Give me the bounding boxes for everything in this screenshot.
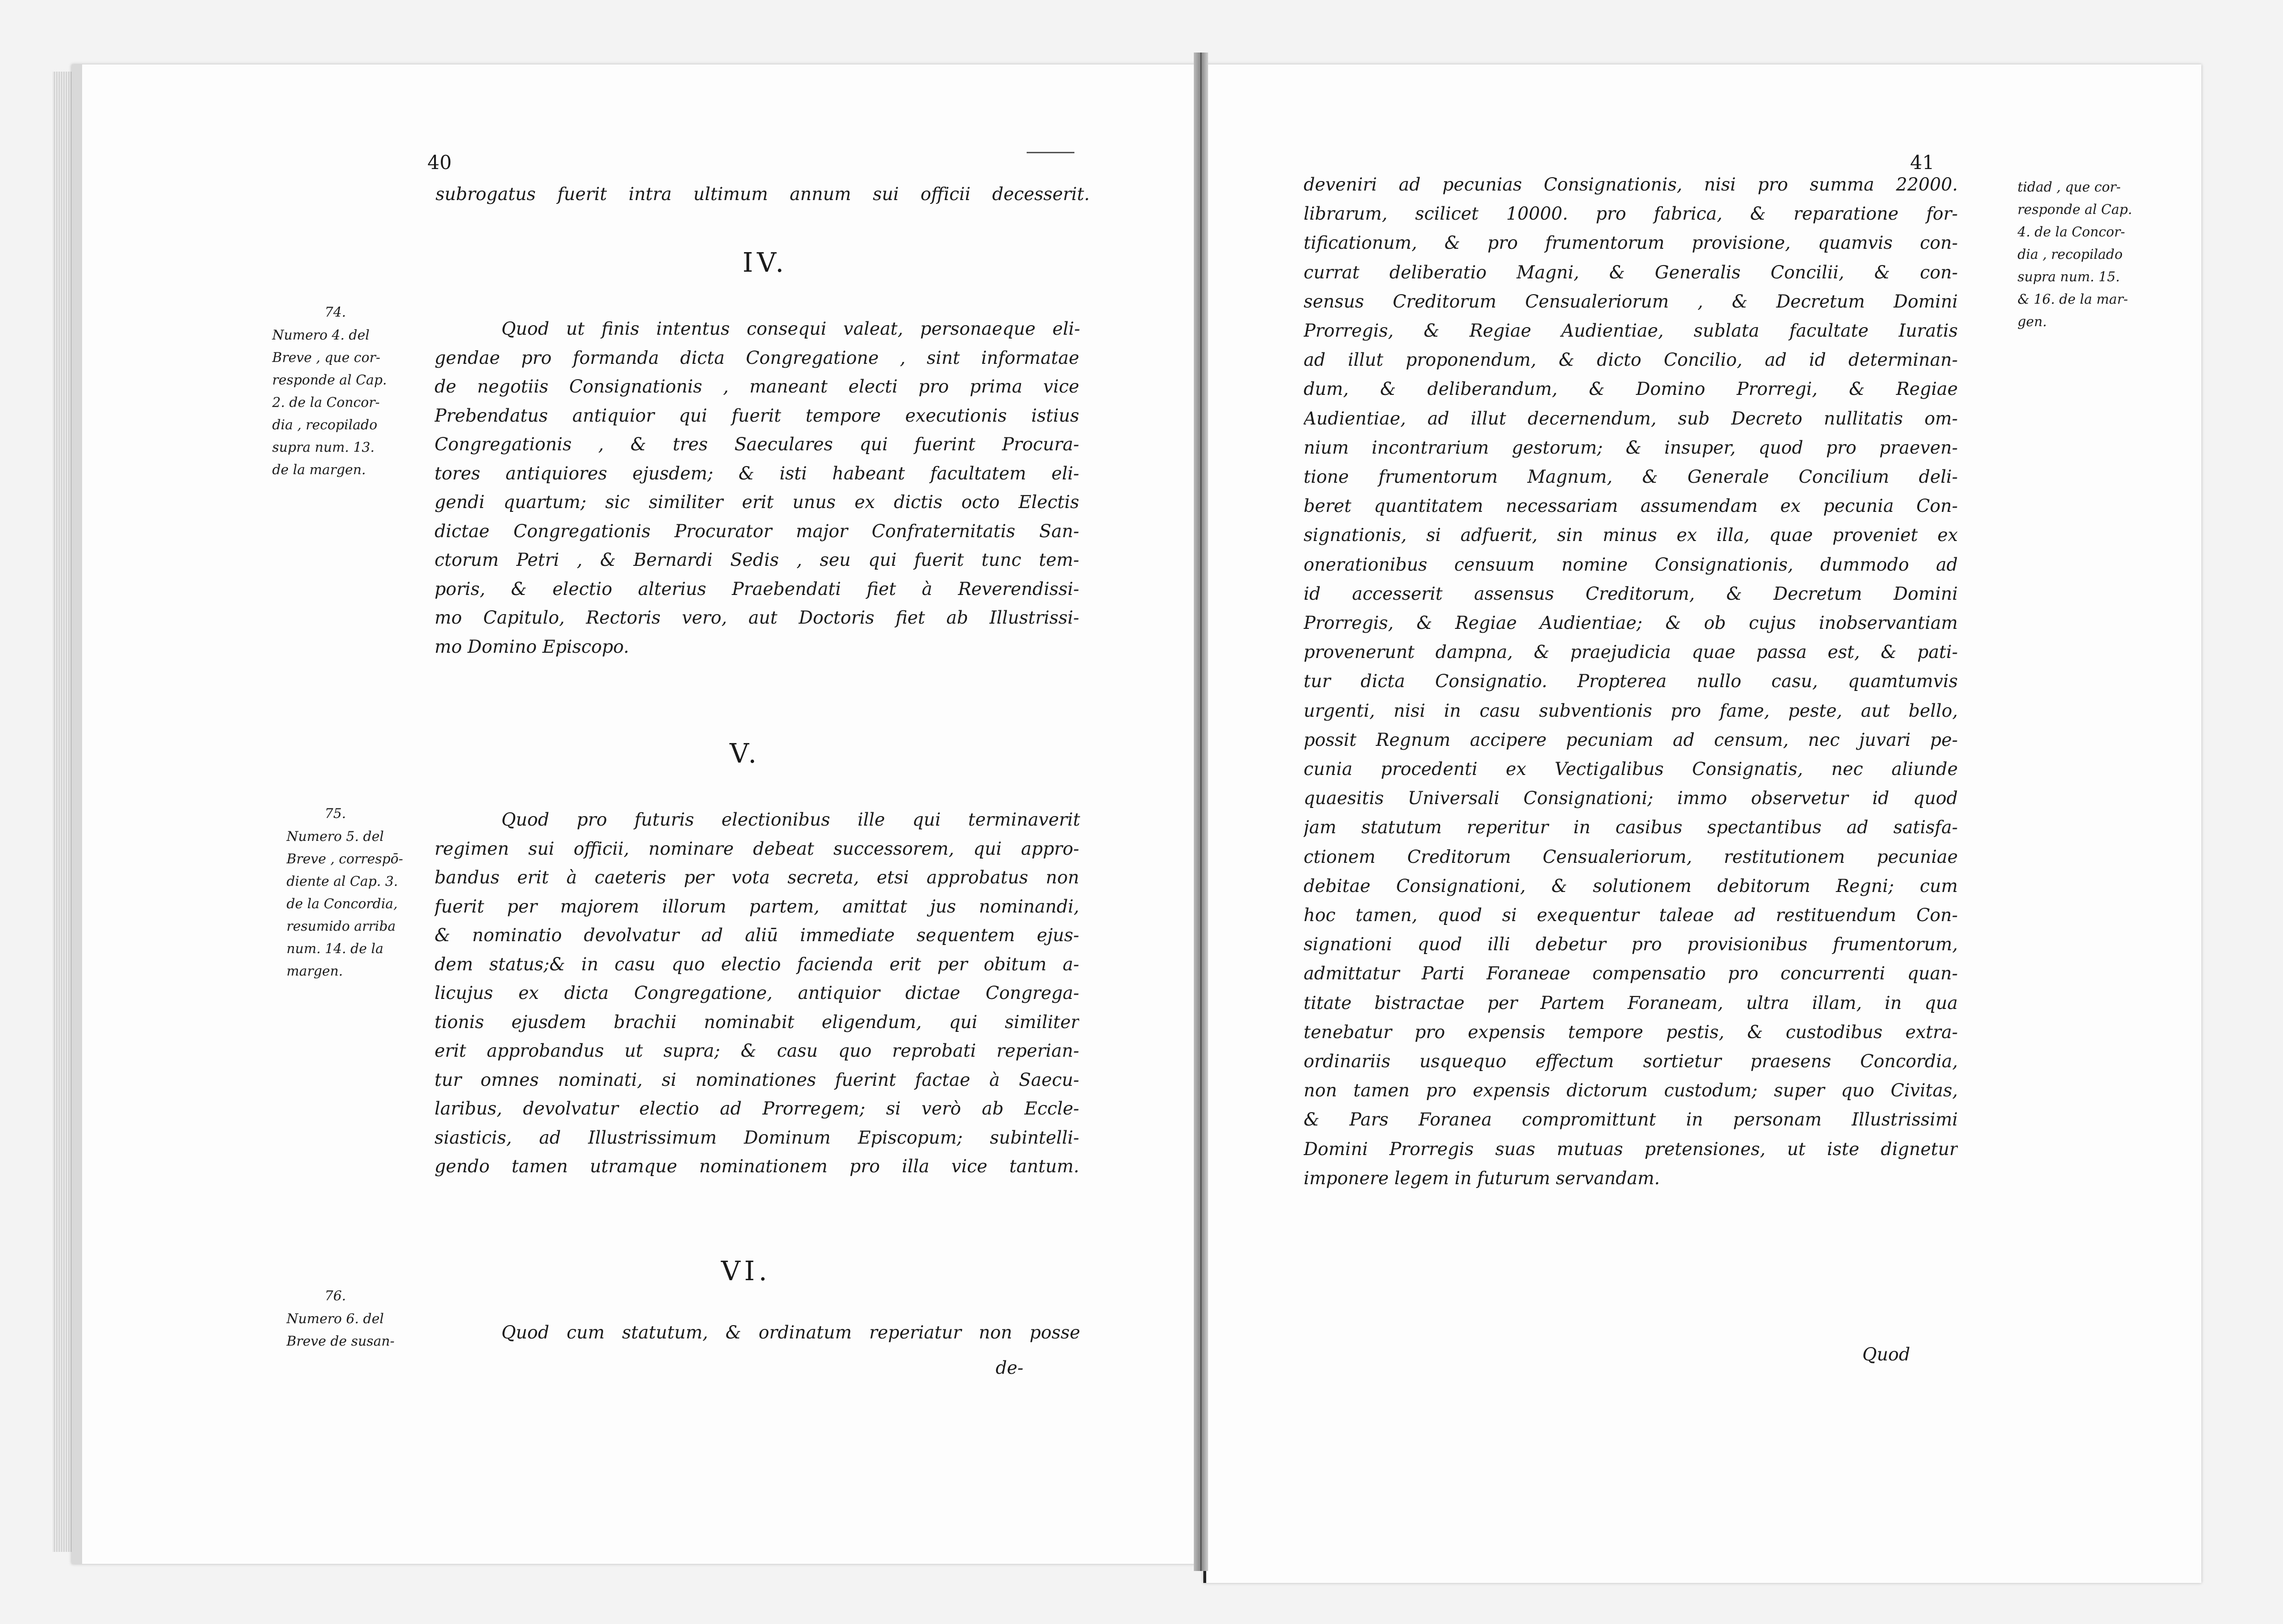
left-line-1: subrogatus fuerit intra ultimum annum sui officii decesserit. <box>435 185 1090 204</box>
left-line-28: de- <box>996 1358 1024 1378</box>
right-line-3: tificationum, & pro frumentorum provisione, quamvis con- <box>1304 234 1958 254</box>
right-line-1: deveniri ad pecunias Consignationis, nisi pro summa 22000. <box>1304 176 1958 195</box>
left-line-21: tionis ejusdem brachii nominabit eligendum, qui similiter <box>435 1013 1079 1032</box>
left-margin-note-10: Numero 5. del <box>287 828 384 844</box>
right-line-36: Quod <box>1862 1344 1911 1365</box>
left-line-17: fuerit per majorem illorum partem, amittat jus nominandi, <box>435 897 1079 917</box>
left-margin-note-4: responde al Cap. <box>272 372 387 388</box>
left-line-15: regimen sui officii, nominare debeat successorem, qui appro- <box>435 839 1079 859</box>
right-margin-note-6: & 16. de la mar- <box>2018 291 2128 307</box>
left-line-5: Prebendatus antiquior qui fuerit tempore executionis istius <box>435 406 1079 426</box>
right-line-32: non tamen pro expensis dictorum custodum; super quo Civitas, <box>1304 1082 1958 1101</box>
left-margin-note-3: Breve , que cor- <box>272 350 381 365</box>
section-heading-vi: VI. <box>721 1256 771 1287</box>
left-line-16: bandus erit à caeteris per vota secreta, etsi approbatus non <box>435 869 1079 888</box>
right-line-29: titate bistractae per Partem Foraneam, ultra illam, in qua <box>1304 994 1958 1013</box>
left-line-3: gendae pro formanda dicta Congregatione , sint informatae <box>435 349 1079 368</box>
left-line-4: de negotiis Consignationis , maneant electi pro prima vice <box>435 378 1079 397</box>
left-margin-note-7: supra num. 13. <box>272 439 375 455</box>
right-line-25: debitae Consignationi, & solutionem debitorum Regni; cum <box>1304 877 1958 896</box>
right-line-27: signationi quod illi debetur pro provisionibus frumentorum, <box>1304 935 1958 955</box>
left-margin-note-12: diente al Cap. 3. <box>287 873 398 889</box>
left-line-20: licujus ex dicta Congregatione, antiquior dictae Congrega- <box>435 984 1079 1003</box>
right-margin-note-4: dia , recopilado <box>2018 246 2123 262</box>
left-line-13: mo Domino Episcopo. <box>435 636 629 657</box>
left-line-26: gendo tamen utramque nominationem pro illa vice tantum. <box>435 1157 1079 1177</box>
left-margin-note-8: de la margen. <box>272 462 366 478</box>
left-line-7: tores antiquiores ejusdem; & isti habeant facultatem eli- <box>435 464 1079 484</box>
left-margin-note-19: Breve de susan- <box>287 1333 395 1349</box>
left-line-12: mo Capitulo, Rectoris vero, aut Doctoris fiet ab Illustrissi- <box>435 609 1079 628</box>
book-gutter <box>1194 53 1208 1571</box>
left-margin-note-13: de la Concordia, <box>287 896 398 912</box>
left-line-6: Congregationis , & tres Saeculares qui fuerint Procura- <box>435 435 1079 455</box>
right-margin-note-5: supra num. 15. <box>2018 269 2120 285</box>
top-rule-left <box>1027 152 1074 153</box>
left-line-24: laribus, devolvatur electio ad Prorregem; si verò ab Eccle- <box>435 1100 1079 1119</box>
left-margin-note-1: 74. <box>325 304 346 320</box>
right-line-26: hoc tamen, quod si exequentur taleae ad restituendum Con- <box>1304 906 1958 925</box>
left-line-19: dem status;& in casu quo electio facienda erit per obitum a- <box>435 955 1079 975</box>
right-line-18: tur dicta Consignatio. Propterea nullo casu, quamtumvis <box>1304 672 1958 692</box>
right-line-20: possit Regnum accipere pecuniam ad censum, nec juvari pe- <box>1304 731 1958 750</box>
right-line-12: beret quantitatem necessariam assumendam ex pecunia Con- <box>1304 497 1958 517</box>
left-line-9: dictae Congregationis Procurator major Confraternitatis San- <box>435 522 1079 541</box>
right-margin-note-7: gen. <box>2018 314 2047 329</box>
right-line-13: signationis, si adfuerit, sin minus ex illa, quae proveniet ex <box>1304 526 1958 546</box>
right-line-17: provenerunt dampna, & praejudicia quae passa est, & pati- <box>1304 643 1958 663</box>
right-line-7: ad illut proponendum, & dicto Concilio, ad id determinan- <box>1304 351 1958 371</box>
left-line-23: tur omnes nominati, si nominationes fuerint factae à Saecu- <box>435 1071 1079 1090</box>
right-line-15: id accesserit assensus Creditorum, & Decretum Domini <box>1304 584 1958 604</box>
left-line-14: Quod pro futuris electionibus ille qui terminaverit <box>501 811 1080 830</box>
right-line-24: ctionem Creditorum Censualeriorum, restitutionem pecuniae <box>1304 848 1958 867</box>
right-line-30: tenebatur pro expensis tempore pestis, & custodibus extra- <box>1304 1023 1958 1042</box>
right-line-6: Prorregis, & Regiae Audientiae, sublata facultate Iuratis <box>1304 322 1958 341</box>
right-line-28: admittatur Parti Foraneae compensatio pro concurrenti quan- <box>1304 965 1958 984</box>
left-line-25: siasticis, ad Illustrissimum Dominum Episcopum; subintelli- <box>435 1128 1079 1148</box>
left-line-22: erit approbandus ut supra; & casu quo reprobati reperian- <box>435 1042 1079 1061</box>
page-number-right: 41 <box>1910 152 1934 174</box>
right-line-14: onerationibus censuum nomine Consignationis, dummodo ad <box>1304 555 1958 575</box>
right-margin-note-3: 4. de la Concor- <box>2018 224 2125 240</box>
left-margin-note-5: 2. de la Concor- <box>272 394 380 410</box>
section-heading-v: V. <box>730 738 761 769</box>
left-line-27: Quod cum statutum, & ordinatum reperiatur non posse <box>501 1324 1080 1343</box>
left-margin-note-16: margen. <box>287 963 343 979</box>
left-margin-note-2: Numero 4. del <box>272 327 370 343</box>
right-line-33: & Pars Foranea compromittunt in personam Illustrissimi <box>1304 1111 1958 1130</box>
left-margin-note-18: Numero 6. del <box>287 1311 384 1327</box>
right-line-31: ordinariis usquequo effectum sortietur praesens Concordia, <box>1304 1052 1958 1072</box>
right-margin-note-2: responde al Cap. <box>2018 202 2133 217</box>
right-line-23: jam statutum reperitur in casibus spectantibus ad satisfa- <box>1304 818 1958 838</box>
left-line-8: gendi quartum; sic similiter erit unus ex dictis octo Electis <box>435 493 1079 512</box>
left-margin-note-11: Breve , correspō- <box>287 851 404 867</box>
right-line-2: librarum, scilicet 10000. pro fabrica, & reparatione for- <box>1304 205 1958 224</box>
page-number-left: 40 <box>427 152 452 174</box>
right-line-16: Prorregis, & Regiae Audientiae; & ob cujus inobservantiam <box>1304 614 1958 633</box>
left-margin-note-14: resumido arriba <box>287 918 396 934</box>
right-line-19: urgenti, nisi in casu subventionis pro fame, peste, aut bello, <box>1304 701 1958 721</box>
right-line-10: nium incontrarium gestorum; & insuper, quod pro praeven- <box>1304 438 1958 458</box>
right-margin-note-1: tidad , que cor- <box>2018 179 2121 195</box>
right-line-22: quaesitis Universali Consignationi; immo observetur id quod <box>1304 789 1958 809</box>
left-margin-note-17: 76. <box>325 1288 346 1304</box>
right-line-35: imponere legem in futurum servandam. <box>1304 1168 1660 1189</box>
left-line-2: Quod ut finis intentus consequi valeat, personaeque eli- <box>501 320 1080 339</box>
left-margin-note-9: 75. <box>325 806 346 821</box>
right-line-11: tione frumentorum Magnum, & Generale Concilium deli- <box>1304 468 1958 487</box>
right-line-4: currat deliberatio Magni, & Generalis Concilii, & con- <box>1304 263 1958 283</box>
section-heading-iv: IV. <box>743 247 788 278</box>
left-margin-note-15: num. 14. de la <box>287 941 383 956</box>
left-line-11: poris, & electio alterius Praebendati fiet à Reverendissi- <box>435 580 1079 599</box>
right-line-5: sensus Creditorum Censualeriorum , & Decretum Domini <box>1304 292 1958 312</box>
right-line-34: Domini Prorregis suas mutuas pretensiones, ut iste dignetur <box>1304 1140 1958 1159</box>
left-line-10: ctorum Petri , & Bernardi Sedis , seu qui fuerit tunc tem- <box>435 551 1079 570</box>
left-line-18: & nominatio devolvatur ad aliū immediate sequentem ejus- <box>435 926 1079 945</box>
right-line-8: dum, & deliberandum, & Domino Prorregi, & Regiae <box>1304 380 1958 400</box>
right-line-9: Audientiae, ad illut decernendum, sub Decreto nullitatis om- <box>1304 409 1958 429</box>
right-line-21: cunia procedenti ex Vectigalibus Consignatis, nec aliunde <box>1304 760 1958 779</box>
left-margin-note-6: dia , recopilado <box>272 417 378 433</box>
